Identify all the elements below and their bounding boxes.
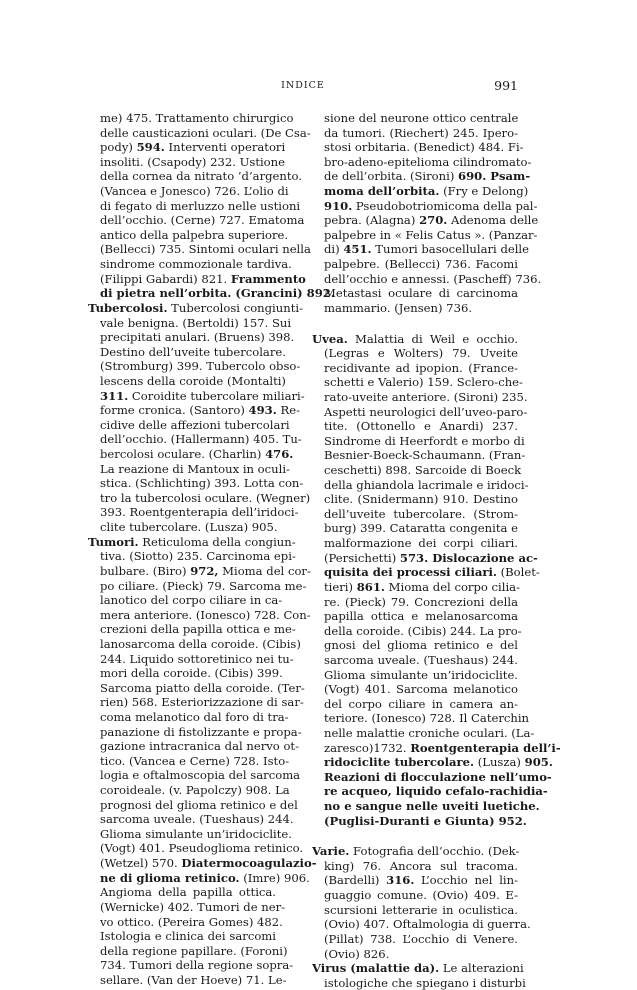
index-line: da tumori. (Riechert) 245. Ipero- <box>324 125 518 140</box>
index-line: di) 451. Tumori basocellulari delle <box>324 242 530 257</box>
index-line: della ghiandola lacrimale e iridoci- <box>324 477 529 492</box>
index-line: recidivante ad ipopion. (France- <box>324 360 518 375</box>
index-line: stica. (Schlichting) 393. Lotta con- <box>100 476 304 491</box>
index-line: palpebre in « Felis Catus ». (Panzar- <box>324 227 538 242</box>
index-line: vo ottico. (Pereira Gomes) 482. <box>100 914 283 929</box>
index-line: po ciliare. (Pieck) 79. Sarcoma me- <box>100 578 307 593</box>
index-line: Tubercolosi. Tubercolosi congiunti- <box>88 300 303 315</box>
index-line: vale benigna. (Bertoldi) 157. Sui <box>100 315 292 330</box>
index-line: ridociclite tubercolare. (Lusza) 905. <box>324 755 553 770</box>
index-line: Besnier-Boeck-Schaumann. (Fran- <box>324 448 526 463</box>
index-line: crezioni della papilla ottica e me- <box>100 622 296 637</box>
index-line: burg) 399. Cataratta congenita e <box>324 521 518 536</box>
index-line: Metastasi oculare di carcinoma <box>324 286 518 301</box>
index-line: della regione papillare. (Foroni) <box>100 943 288 958</box>
index-line: forme cronica. (Santoro) 493. Re- <box>100 403 300 418</box>
index-line: mammario. (Jensen) 736. <box>324 300 473 315</box>
index-line: delle causticazioni oculari. (De Csa- <box>100 125 311 140</box>
index-line: ceschetti) 898. Sarcoide di Boeck <box>324 463 522 478</box>
index-line: tro la tubercolosi oculare. (Wegner) <box>100 490 311 505</box>
index-line: Virus (malattie da). Le alterazioni <box>312 961 524 976</box>
index-line: quisita dei processi ciliari. (Bolet- <box>324 565 540 580</box>
page-header <box>88 78 518 98</box>
index-line: Destino dell’uveite tubercolare. <box>100 344 286 359</box>
index-line: di pietra nell’orbita. (Grancini) 892. <box>100 286 335 301</box>
index-line: coroideale. (v. Papolczy) 908. La <box>100 783 290 798</box>
index-line: (Filippi Gabardi) 821. Frammento <box>100 271 306 286</box>
index-line: insoliti. (Csapody) 232. Ustione <box>100 154 285 169</box>
page-number: 991 <box>494 78 518 93</box>
index-line: Sindrome di Heerfordt e morbo di <box>324 433 525 448</box>
index-line: logia e oftalmoscopia del sarcoma <box>100 768 301 783</box>
index-line: Aspetti neurologici dell’uveo-paro- <box>324 404 528 419</box>
index-line: malformazione dei corpi ciliari. <box>324 536 518 551</box>
index-line: Tumori. Reticuloma della congiun- <box>88 534 296 549</box>
index-line: (Ovio) 407. Oftalmologia di guerra. <box>324 917 531 932</box>
index-line: dell’occhio. (Cerne) 727. Ematoma <box>100 213 305 228</box>
index-line: me) 475. Trattamento chirurgico <box>100 111 294 125</box>
index-line: re acqueo, liquido cefalo-rachidia- <box>324 784 548 799</box>
index-line: (Vogt) 401. Sarcoma melanotico <box>324 682 518 697</box>
index-line: tieri) 861. Mioma del corpo cilia- <box>324 579 520 594</box>
entry-gap <box>312 316 518 332</box>
index-line: lescens della coroide (Montalti) <box>100 373 286 388</box>
index-line: (Bellecci) 735. Sintomi oculari nella <box>100 242 311 257</box>
index-line: (Vogt) 401. Pseudoglioma retinico. <box>100 841 304 856</box>
index-line: sione del neurone ottico centrale <box>324 111 519 125</box>
index-line: Reazioni di flocculazione nell’umo- <box>324 769 552 784</box>
index-line: nelle malattie croniche oculari. (La- <box>324 725 535 740</box>
index-line: moma dell’orbita. (Fry e Delong) <box>324 184 529 199</box>
index-line: king) 76. Ancora sul tracoma. <box>324 858 518 873</box>
running-title: INDICE <box>281 80 325 91</box>
index-line: della coroide. (Cibis) 244. La pro- <box>324 623 522 638</box>
index-line: rato-uveite anteriore. (Sironi) 235. <box>324 389 528 404</box>
index-line: dell’occhio e annessi. (Pascheff) 736. <box>324 271 542 286</box>
index-line: (Puglisi-Duranti e Giunta) 952. <box>324 813 527 828</box>
index-line: 393. Roentgenterapia dell’iridoci- <box>100 505 299 520</box>
index-line: panazione di fistolizzante e propa- <box>100 724 302 739</box>
index-line: bercolosi oculare. (Charlin) 476. <box>100 447 294 462</box>
index-line: papilla ottica e melanosarcoma <box>324 609 518 624</box>
index-line: bro-adeno-epitelioma cilindromato- <box>324 154 532 169</box>
index-line: (Ovio) 826. <box>324 946 390 961</box>
index-line: clite. (Snidermann) 910. Destino <box>324 492 518 507</box>
index-line: tiva. (Siotto) 235. Carcinoma epi- <box>100 549 296 564</box>
index-line: 910. Pseudobotriomicoma della pal- <box>324 198 538 213</box>
index-line: Istologia e clinica dei sarcomi <box>100 929 276 944</box>
index-line: antico della palpebra superiore. <box>100 227 289 242</box>
index-line: Glioma simulante un’iridociclite. <box>324 667 518 682</box>
index-line: lanotico del corpo ciliare in ca- <box>100 593 283 608</box>
index-line: 734. Tumori della regione sopra- <box>100 958 294 973</box>
index-line: della cornea da nitrato ’d’argento. <box>100 169 302 184</box>
index-line: (Stromburg) 399. Tubercolo obso- <box>100 359 301 374</box>
index-line: scursioni letterarie in oculistica. <box>324 902 518 917</box>
index-line: gnosi del glioma retinico e del <box>324 638 518 653</box>
index-line: (Legras e Wolters) 79. Uveite <box>324 346 518 361</box>
index-line: mori della coroide. (Cibis) 399. <box>100 666 283 681</box>
index-line: precipitati anulari. (Bruens) 398. <box>100 330 295 345</box>
index-line: Varie. Fotografia dell’occhio. (Dek- <box>312 844 520 859</box>
index-line: Angioma della papilla ottica. <box>100 885 276 900</box>
index-line: Uvea. Malattia di Weil e occhio. <box>312 331 518 346</box>
index-line: Glioma simulante un’iridociclite. <box>100 826 292 841</box>
index-line: (Wetzel) 570. Diatermocoagulazio- <box>100 856 317 871</box>
index-line: di fegato di merluzzo nelle ustioni <box>100 198 301 213</box>
index-line: de dell’orbita. (Sironi) 690. Psam- <box>324 169 531 184</box>
index-line: stosi orbitaria. (Benedict) 484. Fi- <box>324 140 524 155</box>
index-line: coma melanotico dal foro di tra- <box>100 709 289 724</box>
index-line: sarcoma uveale. (Tueshaus) 244. <box>100 812 294 827</box>
index-line: (Bardelli) 316. L’occhio nel lin- <box>324 873 518 888</box>
index-line: lanosarcoma della coroide. (Cibis) <box>100 636 301 651</box>
index-line: teriore. (Ionesco) 728. Il Caterchin <box>324 711 530 726</box>
index-line: cidive delle affezioni tubercolari <box>100 417 290 432</box>
index-line: clite tubercolare. (Lusza) 905. <box>100 520 278 535</box>
index-line: sarcoma uveale. (Tueshaus) 244. <box>324 652 518 667</box>
index-line: Sarcoma piatto della coroide. (Ter- <box>100 680 305 695</box>
index-line: re. (Pieck) 79. Concrezioni della <box>324 594 518 609</box>
index-line: 244. Liquido sottoretinico nei tu- <box>100 651 294 666</box>
index-line: prognosi del glioma retinico e del <box>100 797 298 812</box>
index-line: guaggio comune. (Ovio) 409. E- <box>324 888 518 903</box>
index-line: palpebre. (Bellecci) 736. Facomi <box>324 257 518 272</box>
index-line: sindrome commozionale tardiva. <box>100 257 292 272</box>
index-line: mera anteriore. (Ionesco) 728. Con- <box>100 607 311 622</box>
entry-gap <box>312 828 518 844</box>
index-line: bulbare. (Biro) 972, Mioma del cor- <box>100 563 311 578</box>
right-column <box>312 111 561 990</box>
left-column <box>88 111 335 988</box>
index-line: rien) 568. Esteriorizzazione di sar- <box>100 695 304 710</box>
index-line: (Wernicke) 402. Tumori de ner- <box>100 899 286 914</box>
index-line: tico. (Vancea e Cerne) 728. Isto- <box>100 753 290 768</box>
index-line: del corpo ciliare in camera an- <box>324 696 518 711</box>
index-line: dell’uveite tubercolare. (Strom- <box>324 506 518 521</box>
index-line: (Pillat) 738. L’occhio di Venere. <box>324 931 518 946</box>
index-line: La reazione di Mantoux in oculi- <box>100 461 290 476</box>
index-line: gazione intracranica dal nervo ot- <box>100 739 300 754</box>
index-line: (Vancea e Jonesco) 726. L’olio di <box>100 184 289 199</box>
index-line: 311. Coroidite tubercolare miliari- <box>100 388 305 403</box>
index-line: zaresco)1732. Roentgenterapia dell’i- <box>324 740 561 755</box>
index-line: no e sangue nelle uveiti luetiche. <box>324 799 540 814</box>
index-line: ne di glioma retinico. (Imre) 906. <box>100 870 310 885</box>
index-line: pebra. (Alagna) 270. Adenoma delle <box>324 213 539 228</box>
index-line: istologiche che spiegano i disturbi <box>324 975 526 990</box>
index-line: sellare. (Van der Hoeve) 71. Le- <box>100 972 287 987</box>
index-line: dell’occhio. (Hallermann) 405. Tu- <box>100 432 302 447</box>
index-line: pody) 594. Interventi operatori <box>100 140 286 155</box>
index-line: (Persichetti) 573. Dislocazione ac- <box>324 550 538 565</box>
index-line: schetti e Valerio) 159. Sclero-che- <box>324 375 523 390</box>
index-line: tite. (Ottonello e Anardi) 237. <box>324 419 518 434</box>
